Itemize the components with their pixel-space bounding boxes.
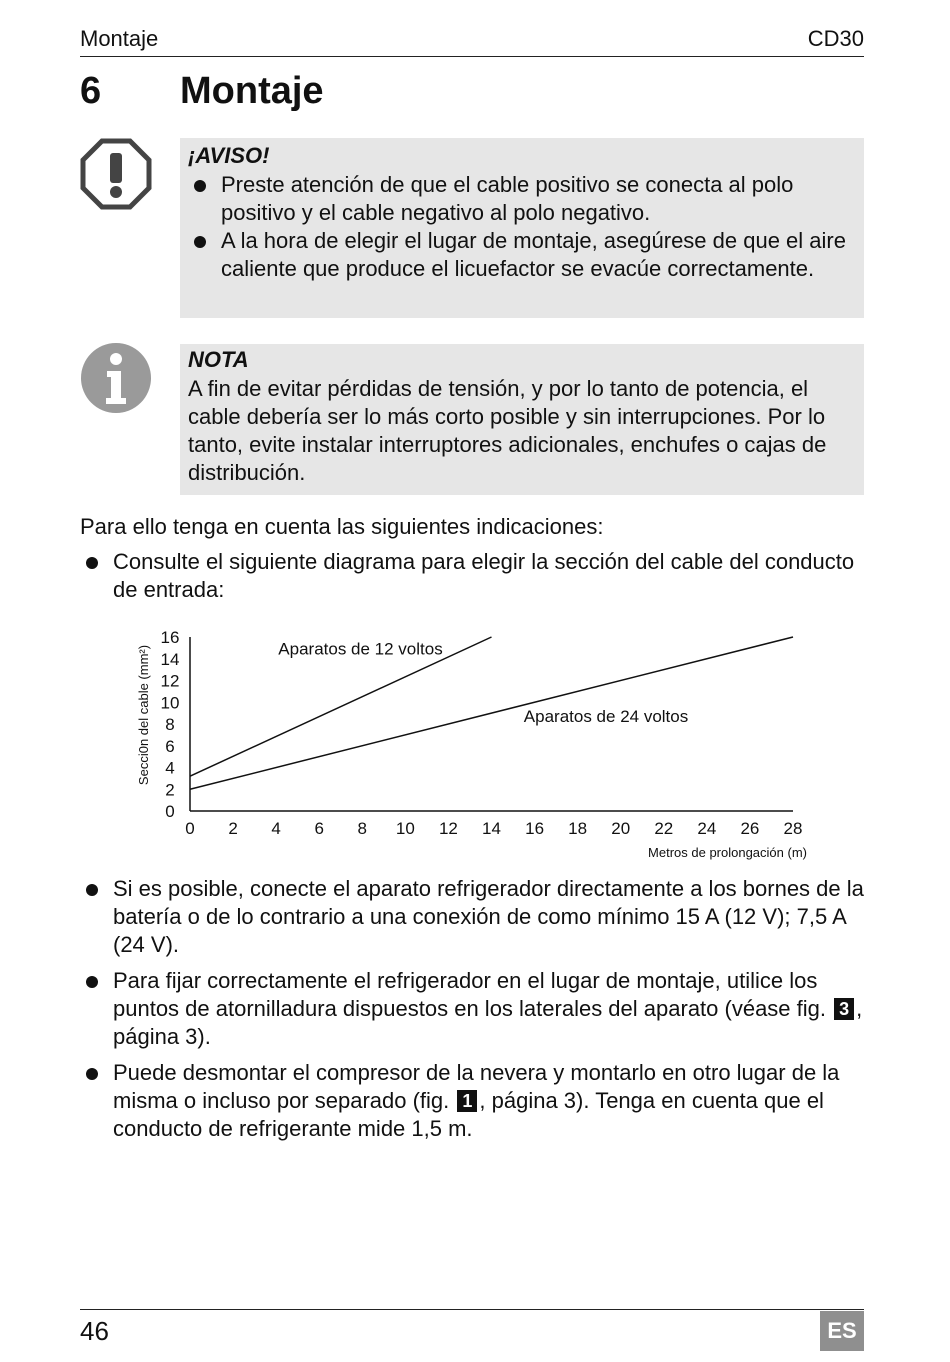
series-label: Aparatos de 24 voltos: [523, 706, 689, 726]
warning-box: [180, 138, 864, 318]
y-tick-label: 6: [165, 736, 175, 756]
note-box: [180, 344, 864, 495]
instruction-text: Puede desmontar el compresor de la nevera y montarlo en otro lugar de la misma o incluso por separado (fig.: [113, 1060, 840, 1113]
instruction-list-top: [80, 548, 864, 612]
intro-text: Para ello tenga en cuenta las siguientes indicaciones:: [80, 514, 604, 539]
x-tick-label: 4: [271, 819, 281, 838]
x-tick-label: 24: [697, 819, 717, 838]
series-label: Aparatos de 12 voltos: [278, 639, 443, 659]
y-axis-label: Secci0n del cable (mm²): [136, 644, 151, 786]
info-icon: [80, 342, 152, 414]
warning-octagon-icon: [80, 138, 152, 210]
instruction-item: [80, 967, 864, 1051]
x-tick-label: 8: [357, 819, 368, 838]
y-tick-label: 4: [165, 758, 175, 778]
cable-section-chart: [120, 622, 840, 872]
instruction-list-bottom: [80, 875, 864, 1151]
series-line: [190, 637, 793, 789]
x-tick-label: 0: [185, 819, 195, 838]
page-number: 46: [80, 1316, 109, 1346]
y-tick-label: 10: [160, 693, 180, 713]
instruction-text: Para fijar correctamente el refrigerador en el lugar de montaje, utilice los puntos de atornilladura dispuestos en los laterales del aparato (véase fig.: [113, 968, 827, 1021]
x-tick-label: 18: [568, 819, 588, 838]
figure-ref-badge: 1: [457, 1090, 477, 1112]
y-tick-label: 12: [160, 671, 180, 691]
x-tick-label: 10: [395, 819, 415, 838]
warning-title: ¡AVISO!: [188, 143, 270, 168]
instruction-text: , página 3). Tenga en cuenta que el conducto de refrigerante mide 1,5 m.: [113, 1088, 824, 1141]
header-divider: [80, 56, 864, 57]
running-header-section: Montaje: [80, 26, 159, 51]
x-tick-label: 26: [740, 819, 760, 838]
running-header-model: CD30: [807, 26, 864, 51]
x-tick-label: 2: [228, 819, 238, 838]
instruction-item: Si es posible, conecte el aparato refrigerador directamente a los bornes de la batería o de lo contrario a una conexión de como mínimo 15 A (12 V); 7,5 A (24 V).: [80, 875, 864, 959]
x-tick-label: 20: [611, 819, 631, 838]
language-badge: ES: [820, 1311, 864, 1351]
x-tick-label: 12: [438, 819, 458, 838]
x-tick-label: 16: [525, 819, 545, 838]
y-tick-label: 16: [160, 628, 180, 647]
chapter-title: Montaje: [180, 70, 324, 112]
y-tick-label: 14: [160, 649, 180, 669]
x-tick-label: 6: [314, 819, 324, 838]
figure-ref-badge: 3: [834, 998, 854, 1020]
instruction-item: Consulte el siguiente diagrama para elegir la sección del cable del conducto de entrada:: [80, 548, 864, 604]
note-title: NOTA: [188, 347, 249, 372]
instruction-item: [80, 1059, 864, 1143]
y-tick-label: 8: [165, 715, 175, 734]
warning-item: A la hora de elegir el lugar de montaje, asegúrese de que el aire caliente que produce el licuefactor se evacúe correctamente.: [188, 227, 856, 283]
x-axis-label: Metros de prolongación (m): [648, 845, 807, 860]
warning-item: Preste atención de que el cable positivo se conecta al polo positivo y el cable negativo al polo negativo.: [188, 171, 856, 227]
instruction-text: , página 3).: [113, 996, 863, 1049]
footer-divider: [80, 1309, 864, 1310]
warning-list: [188, 171, 856, 283]
note-text: A fin de evitar pérdidas de tensión, y por lo tanto de potencia, el cable debería ser lo más corto posible y sin interrupciones. Por lo tanto, evite instalar interruptores adicionales, enchufes o cajas de distribución.: [188, 376, 827, 485]
x-tick-label: 14: [482, 819, 501, 838]
chapter-number: 6: [80, 70, 102, 112]
y-tick-label: 0: [165, 802, 175, 821]
y-tick-label: 2: [165, 780, 175, 800]
x-tick-label: 28: [783, 819, 803, 838]
x-tick-label: 22: [654, 819, 674, 838]
